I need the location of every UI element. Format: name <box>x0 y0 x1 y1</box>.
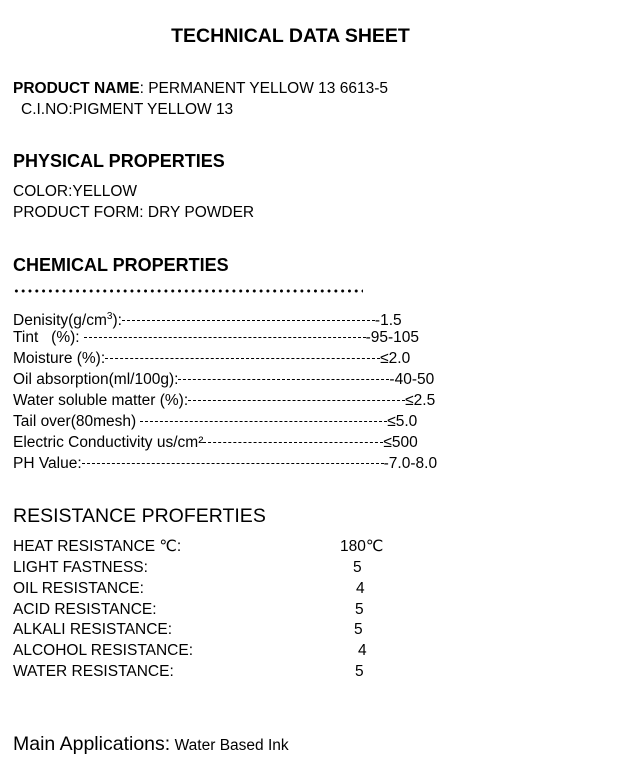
chemical-row-water-soluble <box>13 391 435 411</box>
chemical-row-moisture <box>13 349 410 369</box>
oil-absorption-label: Oil absorption(ml/100g): <box>13 371 179 388</box>
dotted-divider <box>13 288 363 294</box>
resistance-value-oil: 4 <box>356 580 365 597</box>
chemical-row-tint <box>13 328 419 348</box>
tail-over-value: ≤5.0 <box>387 413 418 430</box>
leader-line <box>178 379 389 380</box>
chemical-row-conductivity <box>13 433 418 453</box>
resistance-properties-heading: RESISTANCE PROFERTIES <box>13 505 266 527</box>
resistance-label-alkali: ALKALI RESISTANCE: <box>13 621 173 638</box>
resistance-value-acid: 5 <box>355 601 364 618</box>
water-soluble-value: ≤2.5 <box>405 392 436 409</box>
product-name-value: : PERMANENT YELLOW 13 6613-5 <box>139 80 388 97</box>
density-value: -1.5 <box>374 312 402 330</box>
moisture-label: Moisture (%): <box>13 350 106 367</box>
resistance-label-acid: ACID RESISTANCE: <box>13 601 157 618</box>
chemical-properties-heading: CHEMICAL PROPERTIES <box>13 255 229 275</box>
tail-over-label: Tail over(80mesh) <box>13 413 137 430</box>
product-name-line <box>13 79 388 99</box>
product-form-property: PRODUCT FORM: DRY POWDER <box>13 204 255 221</box>
main-applications <box>13 733 289 756</box>
resistance-value-heat: 180℃ <box>340 538 384 555</box>
main-applications-label: Main Applications: <box>13 733 171 755</box>
tint-value: -95-105 <box>365 329 420 346</box>
leader-line <box>203 442 383 443</box>
resistance-value-alcohol: 4 <box>358 642 367 659</box>
resistance-value-light: 5 <box>353 559 362 576</box>
resistance-value-water: 5 <box>355 663 364 680</box>
resistance-label-heat: HEAT RESISTANCE ℃: <box>13 538 182 555</box>
leader-line <box>84 337 366 338</box>
leader-line <box>105 358 380 359</box>
chemical-row-oil-absorption <box>13 370 434 390</box>
density-label: Denisity(g/cm <box>13 312 107 330</box>
oil-absorption-value: -40-50 <box>389 371 435 388</box>
chemical-row-tail-over <box>13 412 417 432</box>
color-property: COLOR:YELLOW <box>13 183 138 200</box>
resistance-label-alcohol: ALCOHOL RESISTANCE: <box>13 642 194 659</box>
moisture-value: ≤2.0 <box>380 350 411 367</box>
leader-line <box>188 400 405 401</box>
resistance-label-oil: OIL RESISTANCE: <box>13 580 144 597</box>
leader-line <box>122 320 375 321</box>
leader-line <box>140 421 387 422</box>
product-name-label: PRODUCT NAME <box>13 80 140 97</box>
chemical-row-ph <box>13 454 437 474</box>
conductivity-value: ≤500 <box>383 434 418 451</box>
document-title: TECHNICAL DATA SHEET <box>171 25 410 47</box>
physical-properties-heading: PHYSICAL PROPERTIES <box>13 151 225 171</box>
resistance-value-alkali: 5 <box>354 621 363 638</box>
resistance-label-light: LIGHT FASTNESS: <box>13 559 148 576</box>
resistance-label-water: WATER RESISTANCE: <box>13 663 174 680</box>
density-superscript: 3 <box>106 311 113 322</box>
tint-label: Tint (%): <box>13 329 80 346</box>
density-label-suffix: ): <box>112 312 122 330</box>
water-soluble-label: Water soluble matter (%): <box>13 392 189 409</box>
conductivity-label: Electric Conductivity us/cm² <box>13 434 204 451</box>
ci-number: C.I.NO:PIGMENT YELLOW 13 <box>21 101 234 118</box>
main-applications-value: Water Based Ink <box>174 737 289 754</box>
ph-value: -7.0-8.0 <box>383 455 438 472</box>
leader-line <box>82 463 384 464</box>
ph-label: PH Value: <box>13 455 82 472</box>
